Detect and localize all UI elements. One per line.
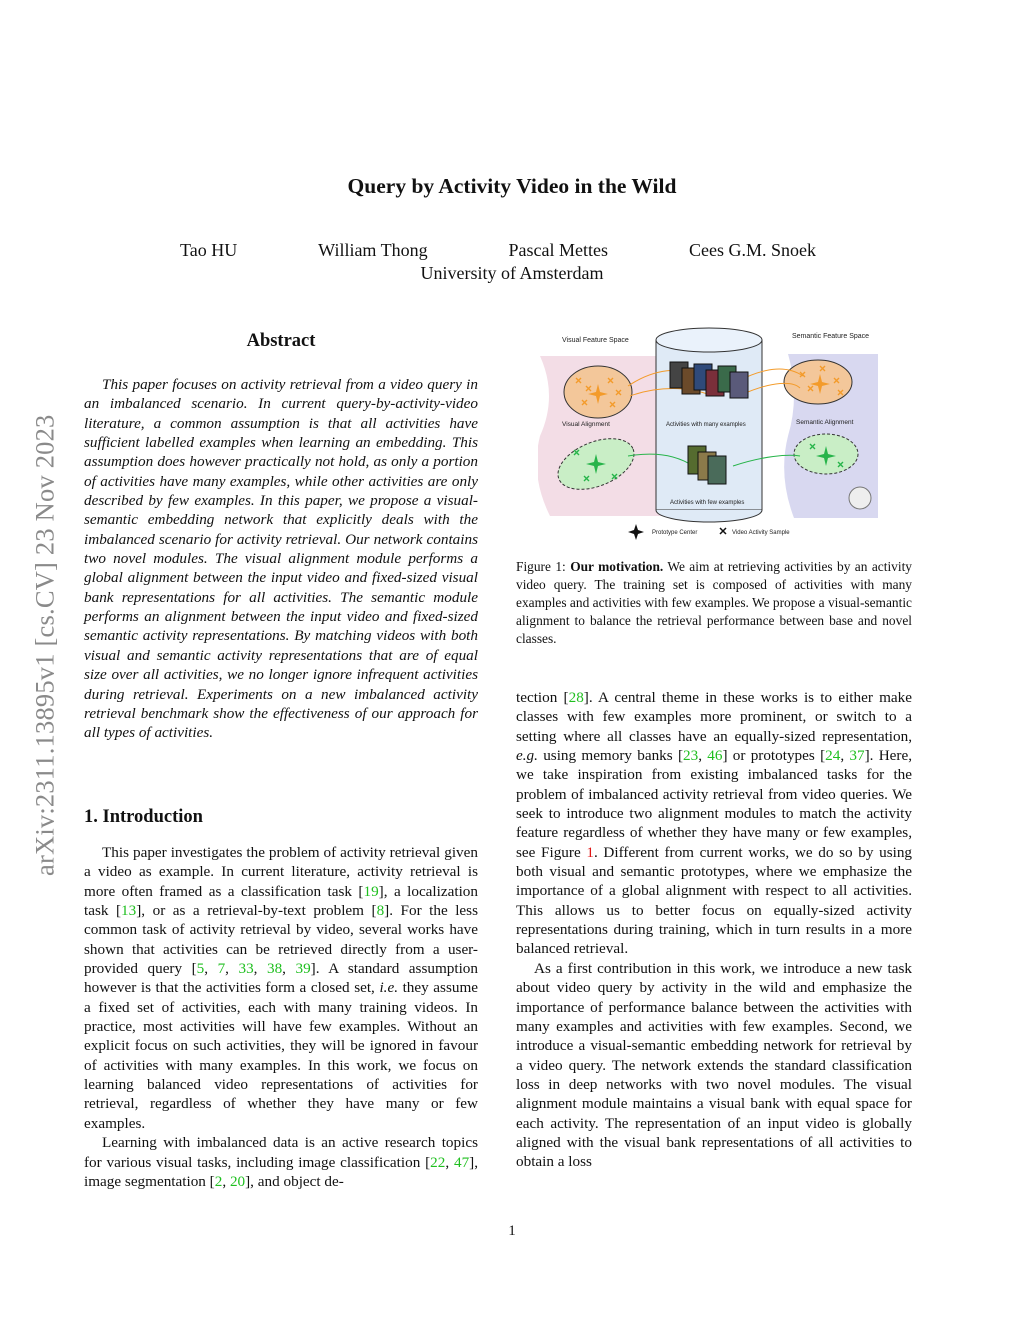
citation-link[interactable]: 7	[217, 960, 226, 978]
abstract-body	[84, 375, 478, 743]
citation-link[interactable]: 22	[430, 1153, 446, 1171]
author-list	[180, 240, 816, 261]
introduction-heading: 1. Introduction	[84, 807, 203, 827]
citation-link[interactable]: 2	[214, 1172, 223, 1190]
citation-link[interactable]: 28	[568, 689, 584, 706]
citation-link[interactable]: 37	[849, 747, 865, 765]
right-column-body	[516, 688, 912, 1172]
right-paragraph-2: As a first contribution in this work, we introduce a new task about video query by activity in the wild and emphasize the importance of performance balance between the activities with many examples and activities with few examples. Second, we introduce a visual-semantic embedding network for retrieval by a video query. The network extends the standard classification loss in deep networks with two novel modules. The visual alignment module maintains a visual bank with equal space for each activity. The representation of an input video is globally aligned with the visual bank representations of all activities to obtain a loss	[516, 959, 912, 1171]
citation-link[interactable]: 33	[238, 960, 254, 978]
figure-caption: Figure 1: Our motivation. We aim at retrieving activities by an activity video query. The training set is composed of activities with many examples and activities with few examples. We propose a visual-semantic alignment to balance the retrieval performance between base and novel classes.	[516, 559, 912, 646]
legend-sample-icon	[720, 528, 726, 534]
intro-paragraph-1: This paper investigates the problem of activity retrieval given a video as example. In current literature, activity retrieval is more often framed as a classification task [19], a localization task [13], or as a retrieval-by-text problem [8]. For the less common task of activity retrieval by video, several works have shown that activities can be retrieved directly from a user-provided query [5, 7, 33, 38, 39]. A standard assumption however is that the activities form a closed set, i.e. they assume a fixed set of activities, each with many training videos. In practice, most activities will have few examples. Without an explicit focus on such activities, they will be ignored in favour of activities with many examples. In this work, we focus on learning balanced video representations of activities for retrieval, regardless of whether they have many or few examples.	[84, 844, 478, 1132]
label-semantic-feature-space: Semantic Feature Space	[792, 333, 870, 340]
legend-video-sample: Video Activity Sample	[732, 530, 790, 536]
citation-link[interactable]: 19	[363, 882, 379, 900]
citation-link[interactable]: 24	[825, 747, 841, 765]
figure-reference-link[interactable]: 1	[586, 843, 594, 861]
paper-title: Query by Activity Video in the Wild	[347, 174, 677, 198]
video-frames-many	[670, 362, 748, 398]
legend-prototype-center: Prototype Center	[652, 530, 698, 536]
right-paragraph-1: tection [28]. A central theme in these works is to either make classes with few examples more prominent, or switch to a setting where all classes have an equally-sized representation, e.g. using memory banks [23, 46] or prototypes [24, 37]. Here, we take inspiration from existing imbalanced tasks for the problem of imbalanced activity retrieval from video queries. We seek to introduce two alignment modules to match the activity feature regardless of whether they have many or few examples, see Figure 1. Different from current works, we do so by using both visual and semantic prototypes, where we emphasize the importance of a global alignment with respect to all activities. This allows us to better focus on equally-sized activity representations during training, which in turn results in a more balanced retrieval.	[516, 689, 913, 958]
citation-link[interactable]: 38	[266, 960, 283, 978]
legend-prototype-icon	[628, 524, 644, 540]
label-few-examples: Activities with few examples	[670, 500, 745, 506]
citation-link[interactable]: 39	[295, 960, 311, 978]
abstract-paragraph: This paper focuses on activity retrieval from a video query in an imbalanced scenario. In current query-by-activity-video literature, a common assumption is that all activities have sufficient labelled examples when learning an embedding. This assumption does however practically not hold, as only a portion of activities have many examples, while other activities are only described by few examples. In this paper, we propose a visual-semantic embedding network that explicitly deals with the imbalanced scenario for activity retrieval. Our network contains two novel modules. The visual alignment module performs a global alignment between the input video and fixed-sized visual bank representations for all activities. The semantic module performs an alignment between the input video and fixed-sized semantic activity representations. By matching videos with both visual and semantic activity representations that are of equal size over all activities, we no longer ignore infrequent activities during retrieval. Experiments on a new imbalanced activity retrieval benchmark show the effectiveness of our approach for all types of activities.	[84, 376, 478, 742]
citation-link[interactable]: 8	[376, 902, 385, 920]
author-name: Cees G.M. Snoek	[688, 240, 816, 260]
affiliation: University of Amsterdam	[420, 263, 604, 283]
abstract-heading: Abstract	[246, 331, 316, 351]
citation-link[interactable]: 13	[121, 902, 137, 920]
introduction-body	[84, 843, 478, 1191]
arxiv-identifier: arXiv:2311.13895v1 [cs.CV] 23 Nov 2023	[29, 414, 60, 876]
label-semantic-alignment: Semantic Alignment	[796, 419, 854, 426]
intro-paragraph-2: Learning with imbalanced data is an active research topics for various visual tasks, including image classification [22, 47], image segmentation [2, 20], and object de-	[84, 1134, 479, 1190]
label-visual-feature-space: Visual Feature Space	[562, 337, 629, 344]
label-visual-alignment: Visual Alignment	[562, 421, 610, 428]
motivation-figure	[538, 326, 886, 542]
citation-link[interactable]: 23	[683, 747, 699, 765]
citation-link[interactable]: 47	[453, 1153, 470, 1171]
citation-link[interactable]: 5	[196, 960, 205, 978]
citation-link[interactable]: 20	[229, 1172, 246, 1190]
knowledge-globe-icon	[849, 487, 871, 509]
author-name: William Thong	[318, 240, 428, 260]
author-name: Tao HU	[180, 240, 238, 260]
label-many-examples: Activities with many examples	[666, 422, 746, 428]
page-number: 1	[508, 1223, 516, 1239]
author-name: Pascal Mettes	[508, 240, 609, 260]
citation-link[interactable]: 46	[707, 747, 723, 765]
